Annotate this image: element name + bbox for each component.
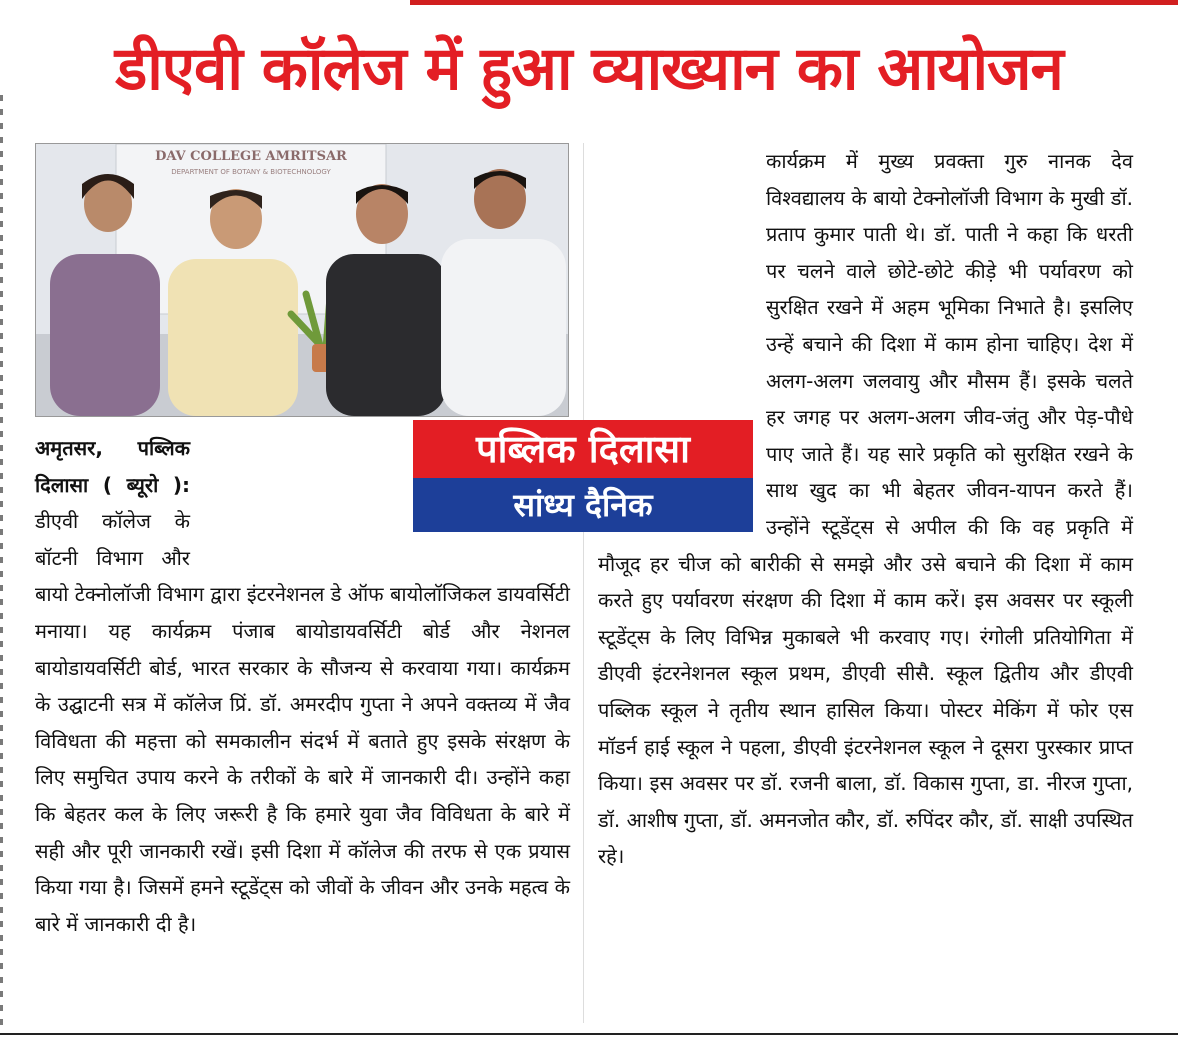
article-photo xyxy=(35,143,569,417)
right-column-text: कार्यक्रम में मुख्य प्रवक्ता गुरु नानक देव विश्वद्यालय के बायो टेक्नोलॉजी विभाग के मुखी डॉ. प्रताप कुमार पाती थे। डॉ. पाती ने कहा कि धरती पर चलने वाले छोटे-छोटे कीड़े भी पर्यावरण को सुरक्षित रखने में अहम भूमिका निभाते है। इसलिए उन्हें बचाने की दिशा में काम होना चाहिए। देश में अलग-अलग जलवायु और मौसम हैं। इसके चलते हर जगह पर अलग-अलग जीव-जंतु और पेड़-पौधे पाए जाते हैं। यह सारे प्रकृति को सुरक्षित रखने के साथ खुद का भी बेहतर जीवन-यापन करते हैं। उन्होंने स्टूडेंट्स से अपील की कि वह प्रकृति में मौजूद हर चीज को बारीकी से समझे और उसे बचाने की दिशा में काम करते हुए पर्यावरण संरक्षण की दिशा में काम करें। इस अवसर पर स्कूली स्टूडेंट्स के लिए विभिन्न मुकाबले भी करवाए गए। रंगोली प्रतियोगिता में डीएवी इंटरनेशनल स्कूल प्रथम, डीएवी सीसै. स्कूल द्वितीय और डीएवी पब्लिक स्कूल ने तृतीय स्थान हासिल किया। पोस्टर मेकिंग में फोर एस मॉडर्न हाई स्कूल ने पहला, डीएवी इंटरनेशनल स्कूल ने दूसरा पुरस्कार प्राप्त किया। इस अवसर पर डॉ. रजनी बाला, डॉ. विकास गुप्ता, डा. नीरज गुप्ता, डॉ. आशीष गुप्ता, डॉ. अमनजोत कौर, डॉ. रुपिंदर कौर, डॉ. साक्षी उपस्थित रहे। xyxy=(598,149,1133,869)
top-red-rule xyxy=(410,0,1178,5)
newspaper-masthead xyxy=(413,420,753,532)
masthead-tagline: सांध्य दैनिक xyxy=(413,478,753,532)
banner-title: DAV COLLEGE AMRITSAR xyxy=(155,149,347,164)
left-column-text: डीएवी कॉलेज के बॉटनी विभाग और बायो टेक्नोलॉजी विभाग द्वारा इंटरनेशनल डे ऑफ बायोलॉजिकल डायवर्सिटी मनाया। यह कार्यक्रम पंजाब बायोडायवर्सिटी बोर्ड और नेशनल बायोडायवर्सिटी बोर्ड, भारत सरकार के सौजन्य से करवाया गया। कार्यक्रम के उद्घाटनी सत्र में कॉलेज प्रिं. डॉ. अमरदीप गुप्ता ने अपने वक्तव्य में जैव विविधता की महत्ता को समकालीन संदर्भ में बताते हुए इसके संरक्षण के लिए समुचित उपाय करने के तरीकों के बारे में जानकारी दी। उन्होंने कहा कि बेहतर कल के लिए जरूरी है कि हमारे युवा जैव विविधता के बारे में सही और पूरी जानकारी रखें। इसी दिशा में कॉलेज की तरफ से एक प्रयास किया गया है। जिसमें हमने स्टूडेंट्स को जीवों के जीवन और उनके महत्व के बारे में जानकारी दी है। xyxy=(35,509,570,936)
event-photo-illustration xyxy=(36,144,568,416)
dateline: अमृतसर, पब्लिक दिलासा ( ब्यूरो ): xyxy=(35,436,190,497)
headline: डीएवी कॉलेज में हुआ व्याख्यान का आयोजन xyxy=(115,34,1063,104)
column-divider xyxy=(583,143,584,1023)
left-page-edge xyxy=(0,95,3,1035)
banner-subtitle: DEPARTMENT OF BOTANY & BIOTECHNOLOGY xyxy=(171,168,331,176)
masthead-name: पब्लिक दिलासा xyxy=(413,420,753,478)
bottom-rule xyxy=(0,1033,1178,1035)
